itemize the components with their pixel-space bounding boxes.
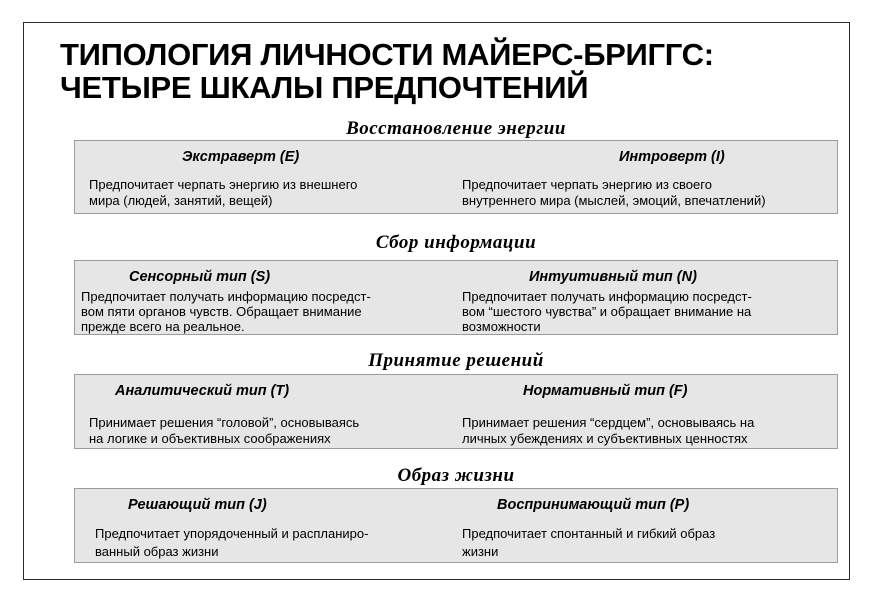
preference-judging	[75, 489, 457, 562]
slide-title-line-1: ТИПОЛОГИЯ ЛИЧНОСТИ МАЙЕРС-БРИГГС:	[60, 37, 714, 72]
preference-type-label: Экстраверт (Е)	[182, 149, 300, 165]
scale-heading-lifestyle: Образ жизни	[397, 465, 515, 486]
preference-introvert	[457, 141, 839, 213]
preference-type-label: Нормативный тип (F)	[523, 383, 688, 399]
scale-heading-decisions: Принятие решений	[368, 350, 544, 371]
preference-type-label: Аналитический тип (Т)	[115, 383, 290, 399]
preference-type-label: Интроверт (I)	[619, 149, 725, 165]
preference-description: Принимает решения “головой”, основываясь на логике и объективных соображениях	[89, 415, 360, 446]
preference-type-label: Сенсорный тип (S)	[129, 269, 271, 285]
scale-box-information	[74, 260, 838, 335]
preference-description: Предпочитает черпать энергию из своего внутреннего мира (мыслей, эмоций, впечатлений)	[462, 177, 766, 208]
preference-description: Предпочитает упорядоченный и распланиро- ванный образ жизни	[95, 526, 369, 559]
preference-intuitive	[457, 261, 839, 334]
preference-sensing	[75, 261, 457, 334]
slide-title-line-2: ЧЕТЫРЕ ШКАЛЫ ПРЕДПОЧТЕНИЙ	[60, 70, 589, 105]
preference-feeling	[457, 375, 839, 448]
scale-box-lifestyle	[74, 488, 838, 563]
scale-heading-information: Сбор информации	[375, 232, 537, 253]
preference-perceiving	[457, 489, 839, 562]
scale-box-energy	[74, 140, 838, 214]
preference-type-label: Интуитивный тип (N)	[529, 269, 697, 285]
scale-box-decisions	[74, 374, 838, 449]
slide-title	[60, 38, 714, 104]
scale-heading-energy: Восстановление энергии	[346, 118, 566, 139]
preference-thinking	[75, 375, 457, 448]
preference-description: Предпочитает спонтанный и гибкий образ жизни	[462, 526, 716, 559]
preference-description: Принимает решения “сердцем”, основываясь на личных убеждениях и субъективных ценностях	[462, 415, 755, 446]
preference-description: Предпочитает черпать энергию из внешнего мира (людей, занятий, вещей)	[89, 177, 358, 208]
preference-type-label: Воспринимающий тип (Р)	[497, 497, 690, 513]
preference-type-label: Решающий тип (J)	[128, 497, 267, 513]
preference-description: Предпочитает получать информацию посредст- вом “шестого чувства” и обращает внимание на возможности	[462, 289, 752, 334]
preference-extravert	[75, 141, 457, 213]
preference-description: Предпочитает получать информацию посредст- вом пяти органов чувств. Обращает внимание прежде всего на реальное.	[81, 289, 371, 334]
